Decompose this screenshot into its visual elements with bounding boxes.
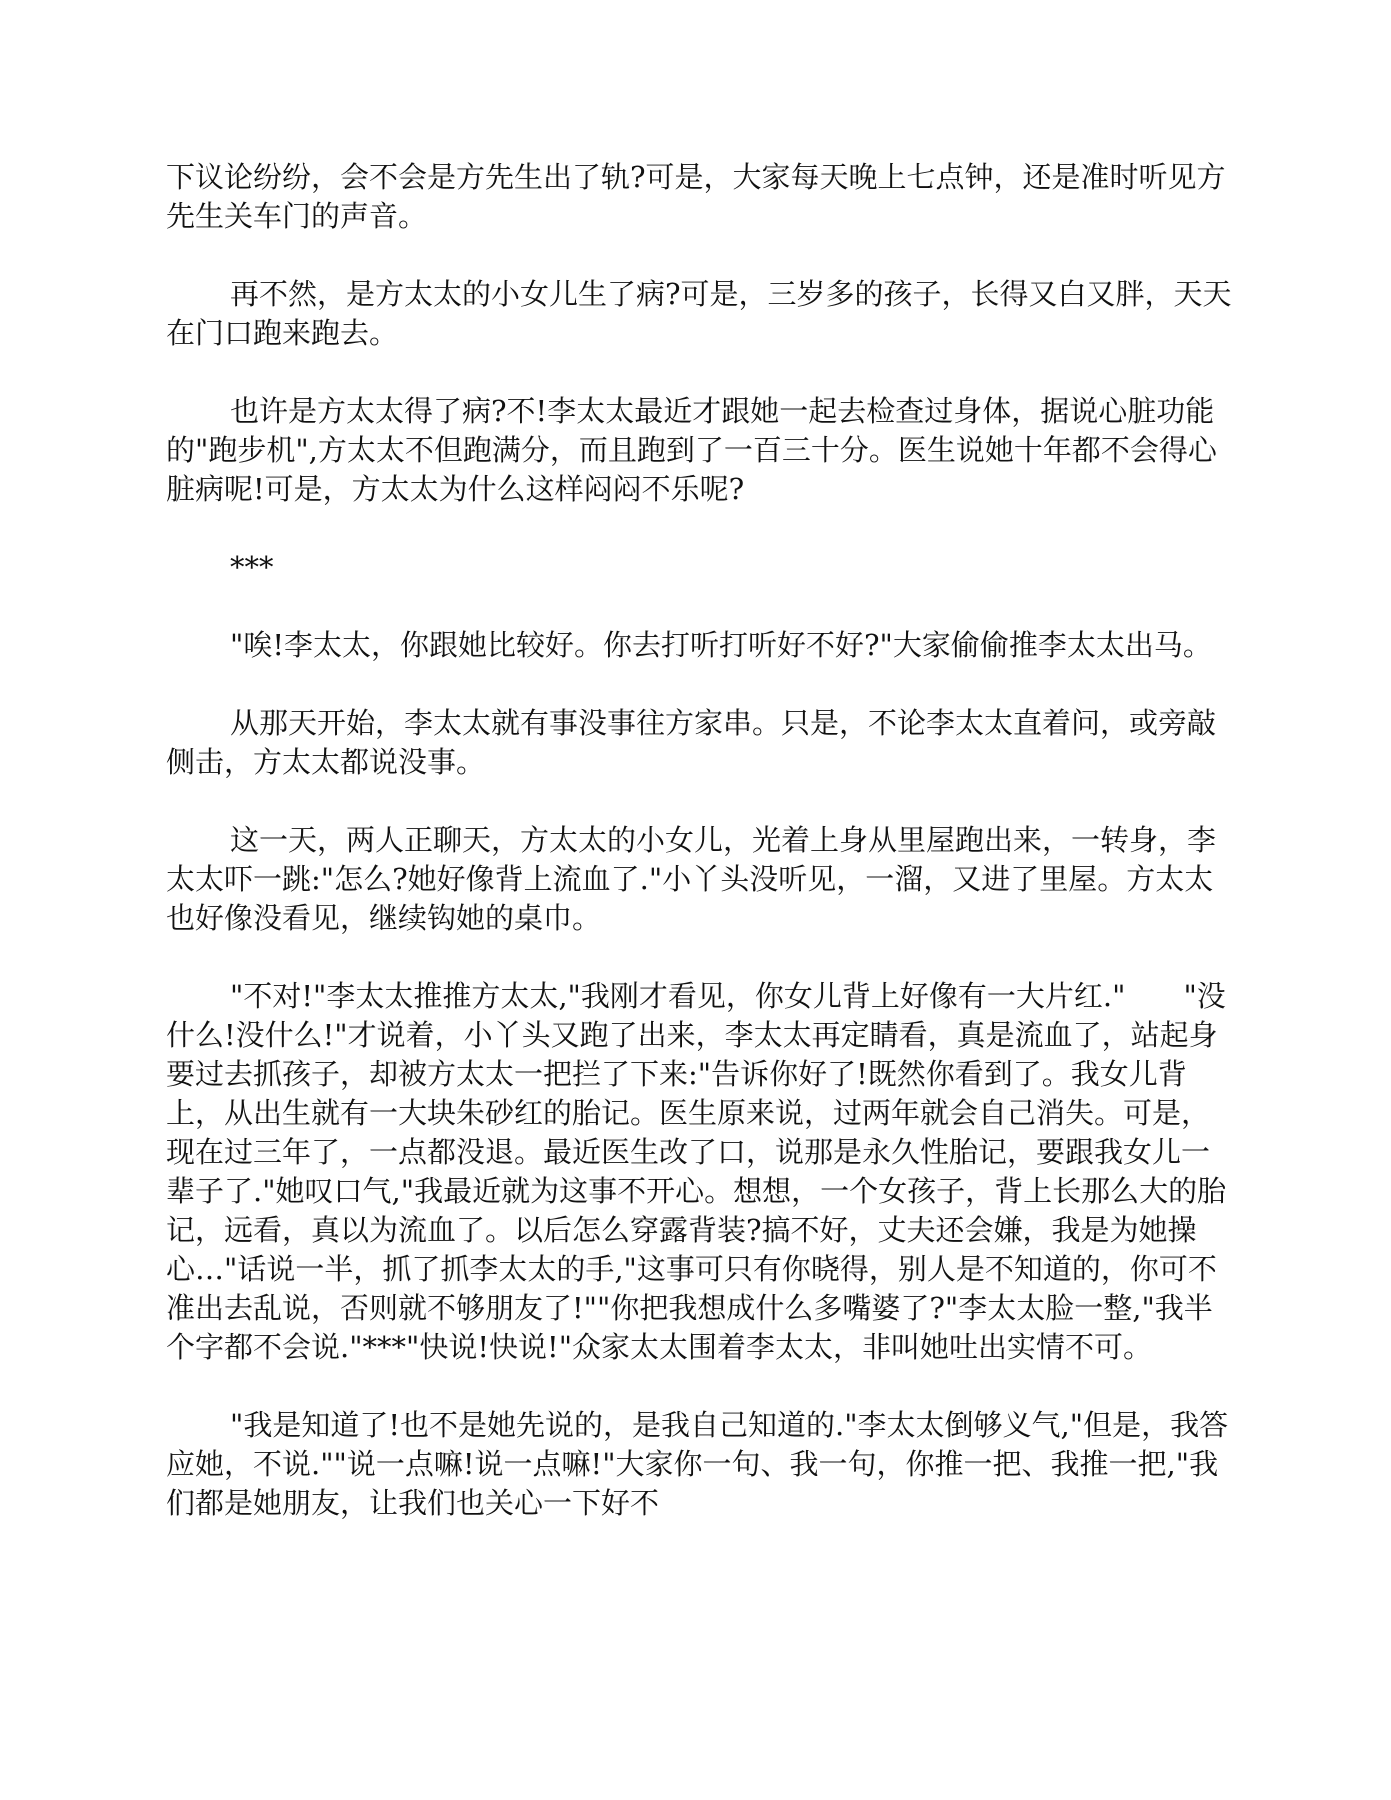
section-separator: *** [230,550,274,584]
paragraph: 从那天开始，李太太就有事没事往方家串。只是，不论李太太直着问，或旁敲侧击，方太太都说没事。 [166,706,1217,779]
document-body [166,158,1236,1562]
paragraph: 下议论纷纷，会不会是方先生出了轨?可是，大家每天晚上七点钟，还是准时听见方先生关车门的声音。 [166,160,1226,233]
paragraph: "我是知道了!也不是她先说的，是我自己知道的."李太太倒够义气,"但是，我答应她，不说.""说一点嘛!说一点嘛!"大家你一句、我一句，你推一把、我推一把,"我们都是她朋友，让我们也关心一下好不 [166,1408,1229,1520]
paragraph: 再不然，是方太太的小女儿生了病?可是，三岁多的孩子，长得又白又胖，天天在门口跑来跑去。 [166,277,1232,350]
paragraph: 这一天，两人正聊天，方太太的小女儿，光着上身从里屋跑出来，一转身，李太太吓一跳:"怎么?她好像背上流血了."小丫头没听见，一溜，又进了里屋。方太太也好像没看见，继续钩她的桌巾。 [166,823,1217,935]
paragraph: "不对!"李太太推推方太太,"我刚才看见，你女儿背上好像有一大片红." "没什么!没什么!"才说着，小丫头又跑了出来，李太太再定睛看，真是流血了，站起身要过去抓孩子，却被方太太一把拦了下来:"告诉你好了!既然你看到了。我女儿背上，从出生就有一大块朱砂红的胎记。医生原来说，过两年就会自己消失。可是，现在过三年了，一点都没退。最近医生改了口，说那是永久性胎记，要跟我女儿一辈子了."她叹口气,"我最近就为这事不开心。想想，一个女孩子，背上长那么大的胎记，远看，真以为流血了。以后怎么穿露背装?搞不好，丈夫还会嫌，我是为她操心…"话说一半，抓了抓李太太的手,"这事可只有你晓得，别人是不知道的，你可不准出去乱说，否则就不够朋友了!""你把我想成什么多嘴婆了?"李太太脸一整,"我半个字都不会说."***"快说!快说!"众家太太围着李太太，非叫她吐出实情不可。 [166,979,1227,1364]
paragraph: 也许是方太太得了病?不!李太太最近才跟她一起去检查过身体，据说心脏功能的"跑步机",方太太不但跑满分，而且跑到了一百三十分。医生说她十年都不会得心脏病呢!可是，方太太为什么这样闷闷不乐呢? [166,394,1217,506]
paragraph: "唉!李太太，你跟她比较好。你去打听打听好不好?"大家偷偷推李太太出马。 [230,628,1212,662]
